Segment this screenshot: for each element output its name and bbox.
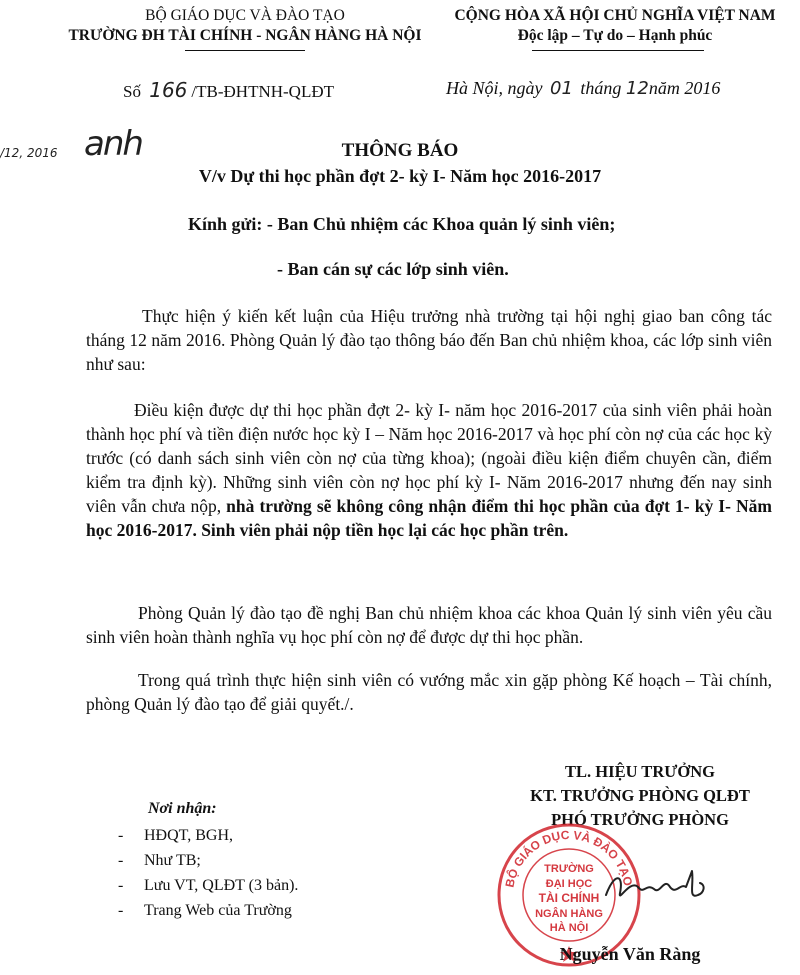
ministry-name: BỘ GIÁO DỤC VÀ ĐÀO TẠO xyxy=(145,7,345,24)
signature-title-3: PHÓ TRƯỞNG PHÒNG xyxy=(551,810,729,829)
reference-number-handwritten: 166 xyxy=(149,78,188,102)
handwritten-initials: anh xyxy=(84,124,142,164)
stamp-line: ĐẠI HỌC xyxy=(545,878,593,890)
distribution-item: - Như TB; xyxy=(118,848,298,873)
national-motto: Độc lập – Tự do – Hạnh phúc xyxy=(517,27,713,44)
paragraph-4: Trong quá trình thực hiện sinh viên có vướng mắc xin gặp phòng Kế hoạch – Tài chính, phòng Quản lý đào tạo để giải quyết./. xyxy=(86,670,772,714)
stamp-line: NGÂN HÀNG xyxy=(535,908,603,920)
paragraph-2-text: Điều kiện được dự thi học phần đợt 2- kỳ I- năm học 2016-2017 của sinh viên phải hoàn thành học phí và tiền điện nước học kỳ I – Năm học 2016-2017 và học phí còn nợ của các học kỳ trước (có danh sách sinh viên còn nợ của từng khoa); (ngoài điều kiện điểm chuyên cần, điểm kiểm tra định kỳ). Những sinh viên còn nợ học phí kỳ I- Năm 2016-2017 nhưng đến nay sinh viên vẫn chưa nộp, xyxy=(86,400,772,516)
header-right-rule xyxy=(532,50,704,51)
signature-title-2: KT. TRƯỞNG PHÒNG QLĐT xyxy=(530,786,750,805)
signature-title-1: TL. HIỆU TRƯỞNG xyxy=(565,762,715,781)
distribution-label: Nơi nhận: xyxy=(148,800,217,817)
place-date: Hà Nội, ngày 01 tháng 12năm 2016 xyxy=(446,78,721,99)
handwritten-date-note: /12, 2016 xyxy=(0,146,58,160)
stamp-line: TÀI CHÍNH xyxy=(538,891,600,905)
reference-number: Số 166 /TB-ĐHTNH-QLĐT xyxy=(123,78,334,102)
handwritten-signature xyxy=(600,865,710,910)
date-month-handwritten: 12 xyxy=(625,78,649,99)
paragraph-2-emphasis: nhà trường sẽ không công nhận điểm thi học phần của đợt 1- kỳ I- Năm học 2016-2017. Sinh viên phải nộp tiền học lại các học phần trên. xyxy=(86,496,772,540)
recipients-line-2: - Ban cán sự các lớp sinh viên. xyxy=(277,259,509,279)
signer-name: Nguyễn Văn Ràng xyxy=(559,944,701,964)
paragraph-1: Thực hiện ý kiến kết luận của Hiệu trưởng nhà trường tại hội nghị giao ban công tác tháng 12 năm 2016. Phòng Quản lý đào tạo thông báo đến Ban chủ nhiệm khoa, các lớp sinh viên như sau: xyxy=(86,306,772,374)
notice-title: THÔNG BÁO xyxy=(341,140,459,161)
stamp-line: HÀ NỘI xyxy=(549,922,589,934)
stamp-line: TRƯỜNG xyxy=(544,863,594,875)
header-left-rule xyxy=(185,50,305,51)
paragraph-2 xyxy=(86,398,772,542)
country-name: CỘNG HÒA XÃ HỘI CHỦ NGHĨA VIỆT NAM xyxy=(454,7,776,24)
recipients-line-1: Kính gửi: - Ban Chủ nhiệm các Khoa quản lý sinh viên; xyxy=(188,214,616,234)
distribution-item: - HĐQT, BGH, xyxy=(118,823,298,848)
distribution-item: - Trang Web của Trường xyxy=(118,898,298,923)
school-name: TRƯỜNG ĐH TÀI CHÍNH - NGÂN HÀNG HÀ NỘI xyxy=(68,27,422,44)
distribution-item: - Lưu VT, QLĐT (3 bản). xyxy=(118,873,298,898)
distribution-list xyxy=(118,823,298,923)
notice-subject: V/v Dự thi học phần đợt 2- kỳ I- Năm học 2016-2017 xyxy=(198,166,602,186)
header-left xyxy=(40,6,450,46)
header-right xyxy=(440,6,790,46)
date-day-handwritten: 01 xyxy=(550,78,573,99)
stamp-ring-text: BỘ GIÁO DỤC VÀ ĐÀO TẠO xyxy=(502,827,636,889)
paragraph-3: Phòng Quản lý đào tạo đề nghị Ban chủ nhiệm khoa các khoa Quản lý sinh viên yêu cầu sinh viên hoàn thành nghĩa vụ học phí còn nợ để được dự thi học phần. xyxy=(86,603,772,647)
